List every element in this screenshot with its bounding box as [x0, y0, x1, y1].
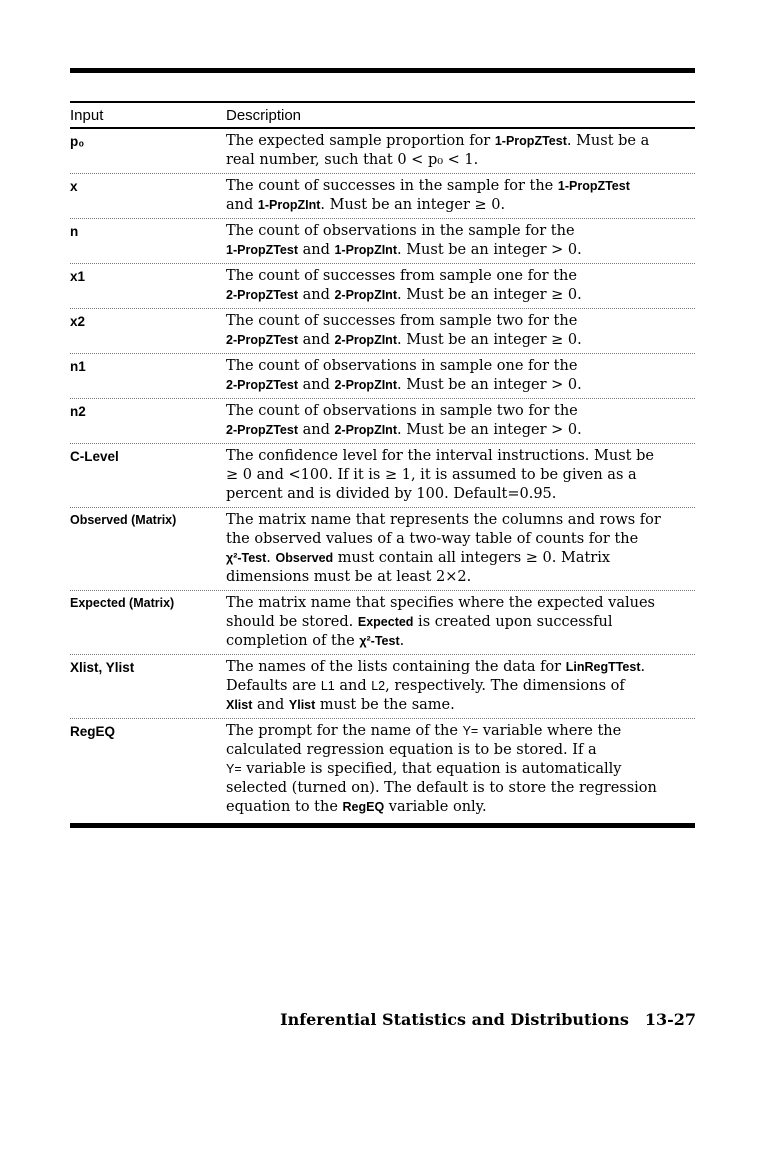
header-input: Input	[70, 106, 104, 124]
description-text: selected (turned on). The default is to store the regression	[226, 780, 657, 796]
description-text: . Must be an integer ≥ 0.	[320, 197, 506, 213]
description-line	[226, 741, 695, 760]
description-line	[226, 696, 695, 715]
description-text: equation to the	[226, 799, 343, 815]
row-description	[226, 132, 695, 170]
description-text: .	[399, 633, 405, 649]
description-line	[226, 421, 695, 440]
description-text: should be stored.	[226, 614, 358, 630]
description-text: The confidence level for the interval instructions. Must be	[226, 448, 654, 464]
description-line	[226, 511, 695, 530]
description-text: and	[298, 332, 335, 348]
description-line	[226, 594, 695, 613]
description-text: . Must be an integer > 0.	[396, 422, 582, 438]
calculator-keyword: 2-PropZTest	[226, 333, 298, 347]
row-description	[226, 511, 695, 587]
description-line	[226, 779, 695, 798]
description-text: percent and is divided by 100. Default=0.95.	[226, 486, 557, 502]
row-description	[226, 222, 695, 260]
calculator-keyword: χ²-Test	[226, 551, 267, 565]
row-description	[226, 177, 695, 215]
calculator-keyword: 1-PropZTest	[557, 179, 630, 193]
table-row	[70, 309, 695, 354]
description-line	[226, 447, 695, 466]
section-title: Inferential Statistics and Distributions	[280, 1010, 629, 1029]
description-line	[226, 331, 695, 350]
row-description	[226, 722, 695, 817]
description-text: The matrix name that specifies where the expected values	[226, 595, 655, 611]
description-text: and	[298, 422, 335, 438]
table-row	[70, 219, 695, 264]
row-input-name: x1	[70, 269, 86, 284]
row-input-name: x	[70, 179, 78, 194]
description-text: . Must be an integer > 0.	[396, 242, 582, 258]
row-input-name: n1	[70, 359, 86, 374]
description-line	[226, 177, 695, 196]
description-text: must contain all integers ≥ 0. Matrix	[333, 550, 611, 566]
description-text: Defaults are	[226, 678, 321, 694]
row-input-name: Observed (Matrix)	[70, 513, 177, 527]
description-line	[226, 267, 695, 286]
row-description	[226, 357, 695, 395]
calculator-keyword: Expected	[357, 615, 414, 629]
table-row	[70, 508, 695, 591]
table-body	[70, 129, 695, 820]
calculator-keyword: 2-PropZInt	[334, 423, 397, 437]
description-line	[226, 376, 695, 395]
description-line	[226, 132, 695, 151]
description-text: .	[266, 550, 276, 566]
table-row	[70, 174, 695, 219]
description-text: and	[298, 287, 335, 303]
top-rule	[70, 68, 695, 73]
description-text: and	[298, 377, 335, 393]
calculator-keyword: Ylist	[288, 698, 316, 712]
description-line	[226, 286, 695, 305]
description-line	[226, 466, 695, 485]
calculator-keyword: 2-PropZTest	[226, 378, 298, 392]
description-line	[226, 357, 695, 376]
description-text: . Must be an integer > 0.	[396, 377, 582, 393]
description-text: , respectively. The dimensions of	[385, 678, 625, 694]
description-text: real number, such that 0 < p₀ < 1.	[226, 152, 479, 168]
description-line	[226, 549, 695, 568]
description-line	[226, 196, 695, 215]
description-text: . Must be a	[566, 133, 650, 149]
table-row	[70, 719, 695, 820]
calculator-keyword: Xlist	[226, 698, 253, 712]
row-description	[226, 267, 695, 305]
description-line	[226, 613, 695, 632]
description-text: The expected sample proportion for	[226, 133, 495, 149]
description-text: completion of the	[226, 633, 360, 649]
calculator-keyword: 1-PropZInt	[334, 243, 397, 257]
description-text: must be the same.	[315, 697, 455, 713]
table-row	[70, 264, 695, 309]
description-text: The count of successes in the sample for the	[226, 178, 558, 194]
calculator-keyword: 1-PropZInt	[257, 198, 321, 212]
description-text: The count of successes from sample one for the	[226, 268, 577, 284]
description-line	[226, 677, 695, 696]
description-line	[226, 530, 695, 549]
description-text: ≥ 0 and <100. If it is ≥ 1, it is assumed to be given as a	[226, 467, 637, 483]
description-text: The names of the lists containing the data for	[226, 659, 566, 675]
calculator-keyword: Y=	[226, 762, 242, 776]
description-line	[226, 402, 695, 421]
calculator-keyword: 1-PropZTest	[226, 243, 298, 257]
description-line	[226, 222, 695, 241]
description-text: and	[226, 197, 258, 213]
input-description-table	[70, 101, 695, 820]
description-text: The count of observations in sample one for the	[226, 358, 578, 374]
table-row	[70, 444, 695, 508]
row-input-name: x2	[70, 314, 86, 329]
header-description: Description	[226, 106, 302, 124]
description-line	[226, 241, 695, 260]
calculator-keyword: 2-PropZInt	[334, 378, 397, 392]
bottom-rule	[70, 823, 695, 828]
calculator-keyword: LinRegTTest	[565, 660, 641, 674]
calculator-keyword: 1-PropZTest	[494, 134, 567, 148]
table-row	[70, 129, 695, 174]
page-number: 13-27	[644, 1010, 696, 1029]
description-line	[226, 568, 695, 587]
calculator-keyword: 2-PropZInt	[334, 333, 397, 347]
description-text: variable where the	[478, 723, 622, 739]
row-description	[226, 402, 695, 440]
description-text: is created upon successful	[413, 614, 613, 630]
table-row	[70, 591, 695, 655]
calculator-keyword: L2	[371, 679, 386, 693]
description-text: and	[298, 242, 335, 258]
row-input-name: n	[70, 224, 79, 239]
description-text: .	[640, 659, 646, 675]
description-text: the observed values of a two-way table of counts for the	[226, 531, 639, 547]
description-line	[226, 151, 695, 170]
calculator-keyword: Observed	[275, 551, 334, 565]
calculator-keyword: 2-PropZTest	[226, 423, 298, 437]
calculator-keyword: L1	[320, 679, 335, 693]
description-text: The matrix name that represents the columns and rows for	[226, 512, 661, 528]
table-header	[70, 101, 695, 129]
description-text: calculated regression equation is to be stored. If a	[226, 742, 597, 758]
description-text: and	[334, 678, 372, 694]
row-description	[226, 658, 695, 715]
description-text: dimensions must be at least 2×2.	[226, 569, 472, 585]
row-input-name: RegEQ	[70, 724, 116, 739]
row-input-name: C-Level	[70, 449, 119, 464]
description-line	[226, 760, 695, 779]
row-input-name: p₀	[70, 134, 85, 149]
description-line	[226, 798, 695, 817]
page-footer	[280, 1010, 696, 1029]
calculator-keyword: RegEQ	[342, 800, 385, 814]
table-row	[70, 354, 695, 399]
row-input-name: n2	[70, 404, 86, 419]
description-text: The count of observations in sample two for the	[226, 403, 578, 419]
calculator-keyword: Y=	[462, 724, 479, 738]
description-text: . Must be an integer ≥ 0.	[396, 287, 582, 303]
description-line	[226, 722, 695, 741]
row-description	[226, 447, 695, 504]
description-text: variable is specified, that equation is automatically	[241, 761, 622, 777]
description-line	[226, 658, 695, 677]
description-line	[226, 632, 695, 651]
description-text: The count of observations in the sample for the	[226, 223, 575, 239]
row-input-name: Expected (Matrix)	[70, 596, 175, 610]
description-line	[226, 312, 695, 331]
calculator-keyword: 2-PropZTest	[226, 288, 298, 302]
row-description	[226, 594, 695, 651]
description-line	[226, 485, 695, 504]
row-description	[226, 312, 695, 350]
calculator-keyword: χ²-Test	[359, 634, 400, 648]
description-text: and	[252, 697, 289, 713]
description-text: The prompt for the name of the	[226, 723, 463, 739]
row-input-name: Xlist, Ylist	[70, 660, 135, 675]
description-text: The count of successes from sample two for the	[226, 313, 578, 329]
description-text: . Must be an integer ≥ 0.	[396, 332, 582, 348]
table-row	[70, 655, 695, 719]
calculator-keyword: 2-PropZInt	[334, 288, 397, 302]
table-row	[70, 399, 695, 444]
description-text: variable only.	[384, 799, 487, 815]
